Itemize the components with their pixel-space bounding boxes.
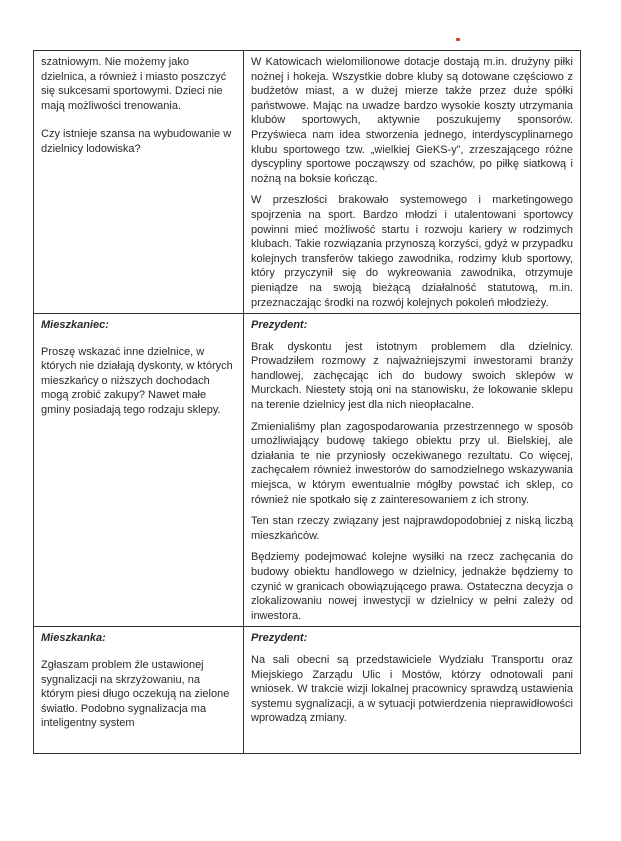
question-text: Zgłaszam problem źle ustawionej sygnalizacji na skrzyżowaniu, na którym piesi długo oczekują na zielone światło. Podobno sygnalizacja ma inteligentny system — [41, 658, 230, 730]
answer-paragraph: W Katowicach wielomilionowe dotacje dostają m.in. drużyny piłki nożnej i hokeja. Wszystkie dobre kluby są dotowane częściowo z budżetów miast, a w dużej mierze także przez duże spółki państwowe. Mając na uwadze bardzo wysokie koszty utrzymania klubów sportowych, aktywnie poszukujemy sponsorów. Przyświeca nam idea stworzenia jednego, interdyscyplinarnego klubu sportowego tzw. „wielkiej GieKS-y”, zrzeszającego różne dyscypliny sportowe począwszy od szachów, po piłkę siatkową i nożną na boksie kończąc. — [251, 56, 573, 185]
answer-paragraph: W przeszłości brakowało systemowego i marketingowego spojrzenia na sport. Bardzo młodzi i utalentowani sportowcy powinni mieć możliwość startu i rozwoju kariery w rodzimych klubach. Takie rozwiązania przynoszą korzyści, gdyż w przypadku kolejnych transferów takiego zawodnika, rodzimy klub sportowy, który przyczynił się do wykreowania zawodnika, otrzymuje pieniądze na swoją bieżącą działalność statutową, m.in. przeznaczając środki na rozwój kolejnych pokoleń młodzieży. — [251, 194, 573, 309]
answer-cell — [244, 51, 581, 314]
answer-paragraph: Na sali obecni są przedstawiciele Wydziału Transportu oraz Miejskiego Zarządu Ulic i Mostów, którzy odnotowali pani wniosek. W trakcie wizji lokalnej pracownicy sprawdzą ustawienia systemu sygnalizacji, a w sytuacji potwierdzenia nieprawidłowości wprowadzą zmiany. — [251, 653, 573, 725]
question-text: Proszę wskazać inne dzielnice, w których nie działają dyskonty, w których mieszkańcy o niższych dochodach mogą zrobić zakupy? Nawet małe gminy posiadają tego rodzaju sklepy. — [41, 345, 233, 417]
question-cell — [34, 627, 244, 754]
table-row — [34, 314, 581, 627]
speaker-label: Mieszkaniec: — [41, 319, 109, 332]
speaker-label: Prezydent: — [251, 632, 308, 645]
red-ink-mark — [456, 38, 460, 41]
speaker-label: Prezydent: — [251, 319, 308, 332]
answer-cell — [244, 627, 581, 754]
table-row — [34, 627, 581, 754]
answer-paragraph: Będziemy podejmować kolejne wysiłki na rzecz zachęcania do budowy obiektu handlowego w dzielnicy, jednakże będziemy to czynić w granicach obowiązującego prawa. Ostateczna decyzja o zlokalizowaniu nowej inwestycji w dzielnicy w pełni zależy od inwestora. — [251, 551, 573, 622]
answer-cell — [244, 314, 581, 627]
speaker-label: Mieszkanka: — [41, 632, 106, 645]
transcript-table — [33, 50, 581, 754]
question-cell — [34, 314, 244, 627]
answer-paragraph: Ten stan rzeczy związany jest najprawdopodobniej z niską liczbą mieszkańców. — [251, 515, 573, 542]
answer-paragraph: Zmienialiśmy plan zagospodarowania przestrzennego w sposób umożliwiający budowę takiego obiektu przy ul. Bielskiej, ale działania te nie przyniosły oczekiwanego rezultatu. Co więcej, zachęcałem również inwestorów do samodzielnego wskazywania miejsca, w którym ewentualnie mógłby powstać ich sklep, co również nie spotkało się z zainteresowaniem z ich strony. — [251, 420, 573, 506]
question-text: szatniowym. Nie możemy jako dzielnica, a również i miasto poszczyć się sukcesami sportowymi. Dzieci nie mają możliwości trenowania. — [41, 56, 227, 112]
question-cell — [34, 51, 244, 314]
table-row — [34, 51, 581, 314]
question-text: Czy istnieje szansa na wybudowanie w dzielnicy lodowiska? — [41, 128, 232, 155]
answer-paragraph: Brak dyskontu jest istotnym problemem dla dzielnicy. Prowadziłem rozmowy z najważniejszymi inwestorami branży handlowej, zachęcając ich do budowy swoich sklepów w Murckach. Niestety stoją oni na stanowisku, że lokowanie sklepu na terenie dzielnicy jest dla nich nieopłacalne. — [251, 340, 573, 412]
